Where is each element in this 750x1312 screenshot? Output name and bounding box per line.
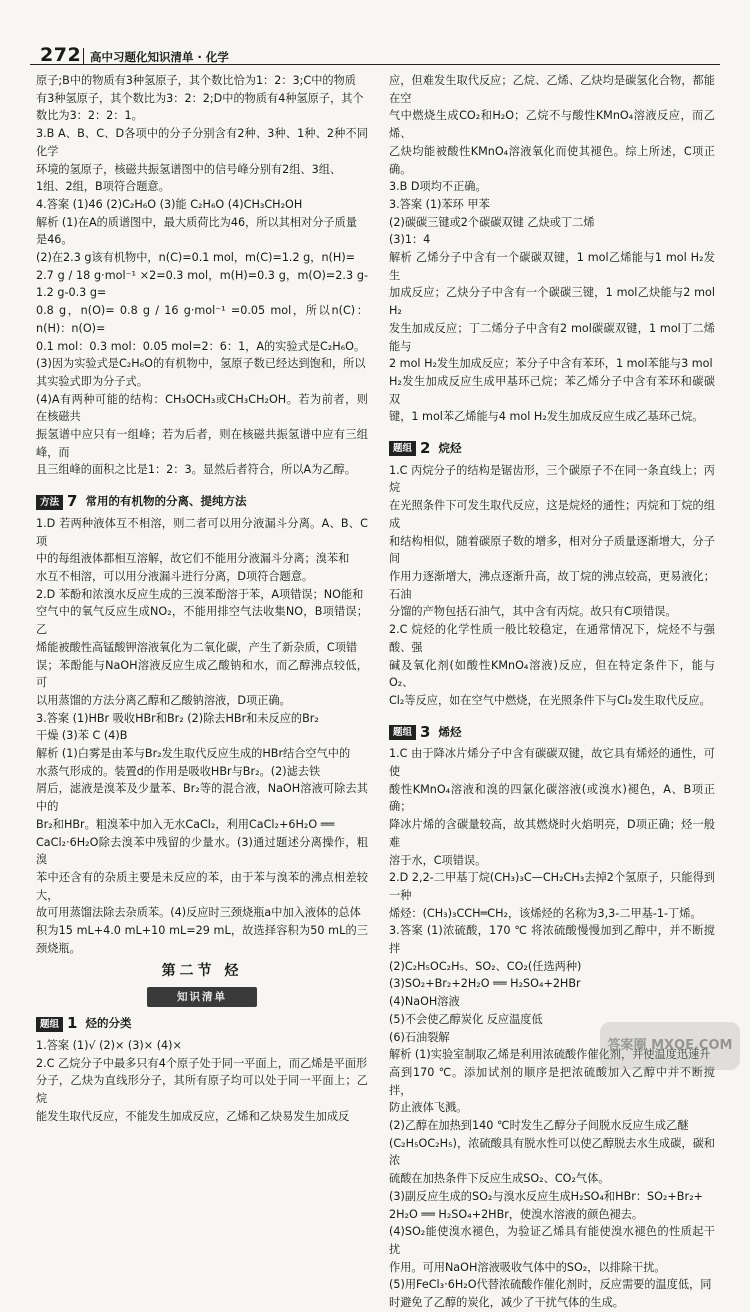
text-line: 应，但难发生取代反应；乙烷、乙烯、乙炔均是碳氢化合物，都能在空 xyxy=(389,74,715,105)
text-line: 降冰片烯的含碳量较高，故其燃烧时火焰明亮，D项正确；烃一般难 xyxy=(389,818,715,849)
text-line: 3.B D项均不正确。 xyxy=(389,180,487,194)
group-1-heading xyxy=(36,1015,368,1033)
text-line: 烯能被酸性高锰酸钾溶液氧化为二氧化碳，产生了新杂质，C项错 xyxy=(36,640,358,654)
text-line: 水蒸气形成的。装置d的作用是吸收HBr与Br₂。(2)滤去铁 xyxy=(36,764,321,778)
text-line: 其实验式即为分子式。 xyxy=(36,374,148,388)
group-2-heading xyxy=(389,440,715,458)
text-line: 2 mol H₂发生加成反应；苯分子中含有苯环，1 mol苯能与3 mol xyxy=(389,357,713,371)
text-line: 乙炔均能被酸性KMnO₄溶液氧化而使其褪色。综上所述，C项正确。 xyxy=(389,144,715,176)
text-line: 2.C 烷烃的化学性质一般比较稳定，在通常情况下，烷烃不与强酸、强 xyxy=(389,623,715,654)
text-line: 防止液体飞溅。 xyxy=(389,1101,468,1115)
text-line: 和结构相似，随着碳原子数的增多，相对分子质量逐渐增大，分子间 xyxy=(389,534,715,566)
text-line: H₂发生加成反应生成甲基环己烷；苯乙烯分子中含有苯环和碳碳双 xyxy=(389,374,715,406)
text-line: 分馏的产物包括石油气，其中含有丙烷。故只有C项错误。 xyxy=(389,605,677,619)
text-line: (3)SO₂+Br₂+2H₂O ══ H₂SO₄+2HBr xyxy=(389,977,581,991)
group-title: 烷烃 xyxy=(438,441,462,456)
knowledge-list-banner: 知识清单 xyxy=(147,987,257,1007)
text-line: 解析 (1)在A的质谱图中，最大质荷比为46，所以其相对分子质量 xyxy=(36,215,357,229)
text-line: 有3种氢原子，其个数比为3：2：2;D中的物质有4种氢原子，其个 xyxy=(36,91,364,105)
method-title: 常用的有机物的分离、提纯方法 xyxy=(85,494,247,509)
text-line: (5)不会使乙醇炭化 反应温度低 xyxy=(389,1012,543,1026)
text-line: (6)石油裂解 xyxy=(389,1030,450,1044)
text-line: 时避免了乙醇的炭化，减少了干扰气体的生成。 xyxy=(389,1296,624,1310)
group-tag: 题组 xyxy=(36,1017,63,1032)
text-line: 3.答案 (1)HBr 吸收HBr和Br₂ (2)除去HBr和未反应的Br₂ xyxy=(36,711,319,725)
text-line: 键，1 mol苯乙烯能与4 mol H₂发生加成反应生成乙基环己烷。 xyxy=(389,410,704,424)
group-number: 1 xyxy=(67,1014,78,1033)
text-line: 是46。 xyxy=(36,233,73,247)
text-line: (2)碳碳三键或2个碳碳双键 乙炔或丁二烯 xyxy=(389,215,595,229)
header-rule xyxy=(30,64,720,65)
text-line: 烯烃：(CH₃)₃CCH═CH₂，该烯烃的名称为3,3-二甲基-1-丁烯。 xyxy=(389,906,702,920)
text-line: 解析 (1)实验室制取乙烯是利用浓硫酸作催化剂，并使温度迅速升 xyxy=(389,1048,711,1062)
text-line: 硫酸在加热条件下反应生成SO₂、CO₂气体。 xyxy=(389,1172,610,1186)
group-number: 3 xyxy=(420,722,431,741)
text-line: 振氢谱中应只有一组峰；若为后者，则在核磁共振氢谱中应有三组峰，而 xyxy=(36,428,368,459)
method-number: 7 xyxy=(67,492,78,511)
left-column xyxy=(36,72,368,1125)
text-line: 2.D 2,2-二甲基丁烷(CH₃)₃C—CH₂CH₃去掉2个氢原子，只能得到一种 xyxy=(389,871,715,902)
text-line: 高到170 ℃。添加试剂的顺序是把浓硫酸加入乙醇中并不断搅拌， xyxy=(389,1065,715,1097)
text-line: 环境的氢原子，核磁共振氢谱图中的信号峰分别有2组、3组、 xyxy=(36,162,342,176)
text-line: 以用蒸馏的方法分离乙醇和乙酸钠溶液，D项正确。 xyxy=(36,693,291,707)
text-line: 2H₂O ══ H₂SO₄+2HBr，使溴水溶液的颜色褪去。 xyxy=(389,1207,644,1221)
text-line: (3)副反应生成的SO₂与溴水反应生成H₂SO₄和HBr：SO₂+Br₂+ xyxy=(389,1189,703,1203)
text-line: Br₂和HBr。粗溴苯中加入无水CaCl₂，利用CaCl₂+6H₂O ══ xyxy=(36,817,335,831)
text-line: (3)因为实验式是C₂H₆O的有机物中，氢原子数已经达到饱和，所以 xyxy=(36,357,366,371)
method-7-heading xyxy=(36,493,368,511)
group-title: 烃的分类 xyxy=(85,1016,132,1031)
group-title: 烯烃 xyxy=(438,724,462,739)
page-header xyxy=(0,0,750,66)
text-line: 3.答案 (1)苯环 甲苯 xyxy=(389,197,490,211)
text-line: 1组、2组，B项符合题意。 xyxy=(36,180,170,194)
text-line: (4)A有两种可能的结构：CH₃OCH₃或CH₃CH₂OH。若为前者，则在核磁共 xyxy=(36,392,368,424)
text-line: 气中燃烧生成CO₂和H₂O；乙烷不与酸性KMnO₄溶液反应，而乙烯、 xyxy=(389,109,715,141)
text-line: 分子，乙炔为直线形分子，其所有原子均可以处于同一平面上；乙烷 xyxy=(36,1074,368,1105)
text-line: 误；苯酚能与NaOH溶液反应生成乙酸钠和水，而乙醇沸点较低，可 xyxy=(36,658,368,690)
text-line: 能发生取代反应，不能发生加成反应，乙烯和乙炔易发生加成反 xyxy=(36,1109,350,1123)
text-line: (3)1：4 xyxy=(389,233,431,247)
method-tag: 方法 xyxy=(36,495,63,510)
text-line: 解析 (1)白雾是由苯与Br₂发生取代反应生成的HBr结合空气中的 xyxy=(36,747,351,761)
text-line: 作用。可用NaOH溶液吸收气体中的SO₂，以排除干扰。 xyxy=(389,1260,666,1274)
text-line: 加成反应；乙炔分子中含有一个碳碳三键，1 mol乙炔能与2 mol H₂ xyxy=(389,286,715,318)
text-line: 在光照条件下可发生取代反应，这是烷烃的通性；丙烷和丁烷的组成 xyxy=(389,499,715,530)
text-line: 1.C 丙烷分子的结构是锯齿形，三个碳原子不在同一条直线上；丙烷 xyxy=(389,463,715,495)
text-line: 4.答案 (1)46 (2)C₂H₆O (3)能 C₂H₆O (4)CH₃CH₂OH xyxy=(36,197,303,211)
text-line: (2)C₂H₅OC₂H₅、SO₂、CO₂(任选两种) xyxy=(389,959,582,973)
text-line: 2.7 g / 18 g·mol⁻¹ ×2=0.3 mol，m(H)=0.3 g，m(O)=2.3 g-1.2 g-0.3 g= xyxy=(36,268,368,300)
text-line: (5)用FeCl₃·6H₂O代替浓硫酸作催化剂时，反应需要的温度低，同 xyxy=(389,1278,712,1292)
text-line: 发生加成反应；丁二烯分子中含有2 mol碳碳双键，1 mol丁二烯能与 xyxy=(389,321,715,353)
text-line: 2.C 乙烷分子中最多只有4个原子处于同一平面上，而乙烯是平面形 xyxy=(36,1056,368,1070)
book-title: 高中习题化知识清单 · 化学 xyxy=(90,50,229,64)
text-line: 3.答案 (1)浓硫酸，170 ℃ 将浓硫酸慢慢加到乙醇中，并不断搅拌 xyxy=(389,924,715,956)
text-line: 且三组峰的面积之比是1：2：3。显然后者符合，所以A为乙醇。 xyxy=(36,463,356,477)
group-3-heading xyxy=(389,724,715,742)
text-line: 解析 乙烯分子中含有一个碳碳双键，1 mol乙烯能与1 mol H₂发生 xyxy=(389,251,715,282)
section-title: 第二节 烃 xyxy=(161,963,243,980)
text-line: (C₂H₅OC₂H₅)，浓硫酸具有脱水性可以使乙醇脱去水生成碳，碳和浓 xyxy=(389,1136,715,1168)
text-line: 水互不相溶，可以用分液漏斗进行分离，D项符合题意。 xyxy=(36,569,314,583)
text-line: 酸性KMnO₄溶液和溴的四氯化碳溶液(或溴水)褪色，A、B项正确； xyxy=(389,782,715,814)
text-line: 3.B A、B、C、D各项中的分子分别含有2种、3种、1种、2种不同化学 xyxy=(36,127,368,158)
text-line: 积为15 mL+4.0 mL+10 mL=29 mL，故选择容积为50 mL的三颈烧瓶。 xyxy=(36,924,368,955)
text-line: 干燥 (3)苯 C (4)B xyxy=(36,729,128,743)
right-column xyxy=(389,72,715,1312)
group-number: 2 xyxy=(420,439,431,458)
text-line: (4)SO₂能使溴水褪色，为验证乙烯具有能使溴水褪色的性质起干扰 xyxy=(389,1225,715,1256)
text-line: 1.答案 (1)√ (2)× (3)× (4)× xyxy=(36,1038,182,1052)
watermark-logo: 答案圈 MXQE.COM xyxy=(600,1022,740,1070)
text-line: 屑后，滤液是溴苯及少量苯、Br₂等的混合液，NaOH溶液可除去其中的 xyxy=(36,782,368,814)
text-line: (4)NaOH溶液 xyxy=(389,995,460,1009)
text-line: 原子;B中的物质有3种氢原子，其个数比恰为1：2：3;C中的物质 xyxy=(36,74,356,87)
text-line: 作用力逐渐增大，沸点逐渐升高，故丁烷的沸点较高，更易液化；石油 xyxy=(389,569,715,601)
text-line: 1.D 若两种液体互不相溶，则二者可以用分液漏斗分离。A、B、C项 xyxy=(36,516,368,548)
text-line: 1.C 由于降冰片烯分子中含有碳碳双键，故它具有烯烃的通性，可使 xyxy=(389,747,715,779)
header-divider xyxy=(83,48,84,64)
text-line: 数比为3：2：2：1。 xyxy=(36,109,143,123)
text-line: 2.D 苯酚和浓溴水反应生成的三溴苯酚溶于苯，A项错误；NO能和 xyxy=(36,587,364,601)
group-tag: 题组 xyxy=(389,441,416,456)
text-line: 溶于水，C项错误。 xyxy=(389,853,487,867)
text-line: CaCl₂·6H₂O除去溴苯中残留的少量水。(3)通过题述分离操作，粗溴 xyxy=(36,835,368,867)
text-line: (2)在2.3 g该有机物中，n(C)=0.1 mol，m(C)=1.2 g，n(H)= xyxy=(36,251,356,265)
text-line: Cl₂等反应，如在空气中燃烧，在光照条件下与Cl₂发生取代反应。 xyxy=(389,693,711,707)
text-line: 0.1 mol：0.3 mol：0.05 mol=2：6：1，A的实验式是C₂H₆O。 xyxy=(36,339,366,353)
text-line: 苯中还含有的杂质主要是未反应的苯，由于苯与溴苯的沸点相差较大， xyxy=(36,870,368,902)
text-line: 空气中的氧气反应生成NO₂，不能用排空气法收集NO，B项错误；乙 xyxy=(36,605,368,637)
text-line: 0.8 g，n(O)= 0.8 g / 16 g·mol⁻¹ =0.05 mol，所以n(C)：n(H)：n(O)= xyxy=(36,304,368,335)
text-line: 碱及氧化剂(如酸性KMnO₄溶液)反应，但在特定条件下，能与O₂、 xyxy=(389,658,715,690)
page-number: 272 xyxy=(40,44,82,66)
text-line: 中的每组液体都相互溶解，故它们不能用分液漏斗分离；溴苯和 xyxy=(36,552,350,566)
group-tag: 题组 xyxy=(389,725,416,740)
text-line: 故可用蒸馏法除去杂质苯。(4)反应时三颈烧瓶a中加入液体的总体 xyxy=(36,906,361,920)
text-line: (2)乙醇在加热到140 ℃时发生乙醇分子间脱水反应生成乙醚 xyxy=(389,1119,689,1133)
